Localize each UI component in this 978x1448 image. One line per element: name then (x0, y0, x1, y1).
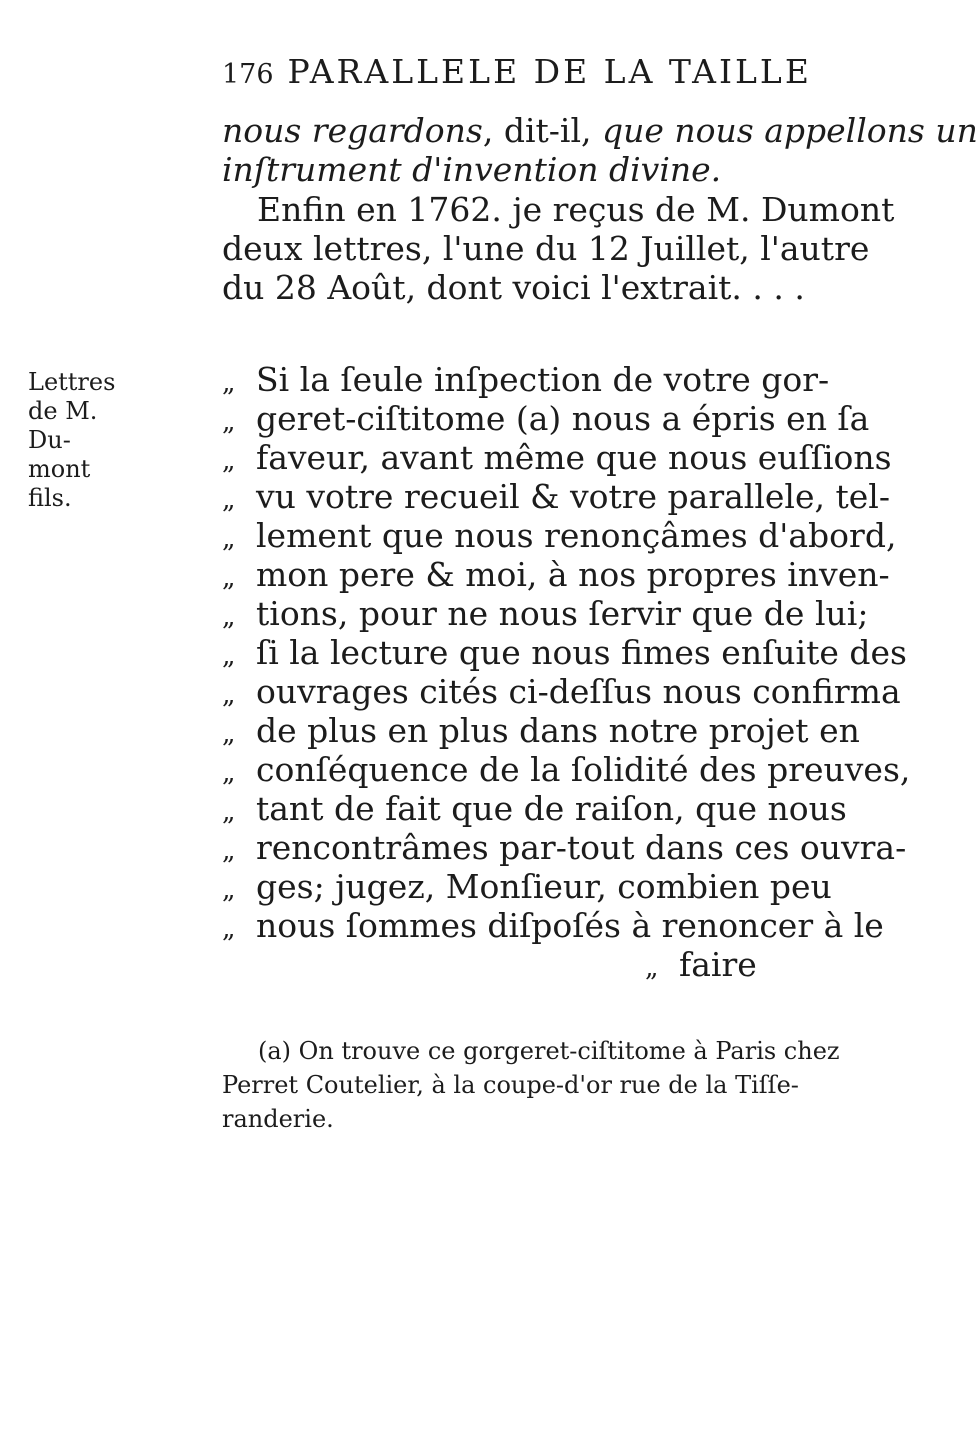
quote-mark: „ (222, 719, 236, 749)
quote-line (222, 789, 847, 832)
margin-note-line: mont (28, 455, 91, 483)
intro-italic-a: nous regardons (222, 111, 483, 150)
quote-text: vu votre recueil & votre parallele, tel- (256, 477, 890, 516)
quote-line (222, 672, 901, 715)
intro-line-5: du 28 Août, dont voici l'extrait. . . . (222, 268, 805, 307)
quote-mark: „ (645, 953, 659, 983)
footnote-line: randerie. (222, 1105, 334, 1133)
quote-line (222, 828, 906, 871)
intro-italic-b: que nous appellons un (602, 111, 978, 150)
quote-text: rencontrâmes par-tout dans ces ouvra- (256, 828, 907, 867)
quote-text: mon pere & moi, à nos propres inven- (256, 555, 890, 594)
quote-text: nous ſommes diſpoſés à renoncer à le (256, 906, 884, 945)
page-number: 176 (222, 59, 274, 90)
intro-line-1 (222, 111, 978, 151)
intro-line-2: inſtrument d'invention divine. (222, 150, 722, 189)
quote-text: tions, pour ne nous ſervir que de lui; (256, 594, 869, 633)
quote-mark: „ (222, 485, 236, 515)
quote-mark: „ (222, 368, 236, 398)
quote-text: ouvrages cités ci-deſſus nous confirma (256, 672, 901, 711)
quote-mark: „ (222, 914, 236, 944)
quote-line (222, 360, 829, 403)
quote-mark: „ (222, 680, 236, 710)
quote-mark: „ (222, 602, 236, 632)
quote-mark: „ (222, 524, 236, 554)
intro-roman: , dit-il, (482, 111, 603, 150)
quote-text: lement que nous renonçâmes d'abord, (256, 516, 897, 555)
margin-note-line: Du- (28, 426, 71, 454)
quote-mark: „ (222, 797, 236, 827)
quote-text: geret-ciſtitome (a) nous a épris en ſa (256, 399, 870, 438)
quote-text: de plus en plus dans notre projet en (256, 711, 860, 750)
margin-note-line: Lettres (28, 368, 116, 396)
margin-note-line: fils. (28, 484, 72, 512)
intro-line-4: deux lettres, l'une du 12 Juillet, l'autre (222, 229, 870, 268)
footnote-line: (a) On trouve ce gorgeret-ciſtitome à Paris chez (258, 1037, 840, 1065)
catchword (645, 945, 757, 988)
quote-text: ges; jugez, Monſieur, combien peu (256, 867, 832, 906)
quote-text: Si la ſeule inſpection de votre gor- (256, 360, 830, 399)
quote-mark: „ (222, 641, 236, 671)
footnote-line: Perret Coutelier, à la coupe-d'or rue de la Tiſſe- (222, 1071, 799, 1099)
quote-text: faveur, avant même que nous euſſions (256, 438, 892, 477)
margin-note (28, 368, 118, 513)
quote-mark: „ (222, 836, 236, 866)
quote-mark: „ (222, 875, 236, 905)
quote-line (222, 906, 884, 949)
quote-mark: „ (222, 563, 236, 593)
intro-line-3: Enfin en 1762. je reçus de M. Dumont (257, 190, 895, 229)
quote-text: ſi la lecture que nous fimes enſuite des (256, 633, 907, 672)
catchword-text: faire (679, 945, 757, 984)
quote-line (222, 516, 896, 559)
footnote (222, 1034, 840, 1136)
running-head (222, 52, 812, 91)
quote-line (222, 711, 860, 754)
quote-mark: „ (222, 758, 236, 788)
quote-mark: „ (222, 407, 236, 437)
quote-line (222, 399, 869, 442)
quote-line (222, 867, 832, 910)
margin-note-line: de M. (28, 397, 98, 425)
quote-line (222, 438, 892, 481)
running-title: PARALLELE DE LA TAILLE (287, 52, 812, 91)
quote-line (222, 477, 890, 520)
quote-line (222, 594, 868, 637)
quote-mark: „ (222, 446, 236, 476)
quote-text: tant de fait que de raiſon, que nous (256, 789, 847, 828)
quote-line (222, 555, 890, 598)
quote-line (222, 633, 907, 676)
quote-line (222, 750, 910, 793)
quote-text: conſéquence de la ſolidité des preuves, (256, 750, 911, 789)
